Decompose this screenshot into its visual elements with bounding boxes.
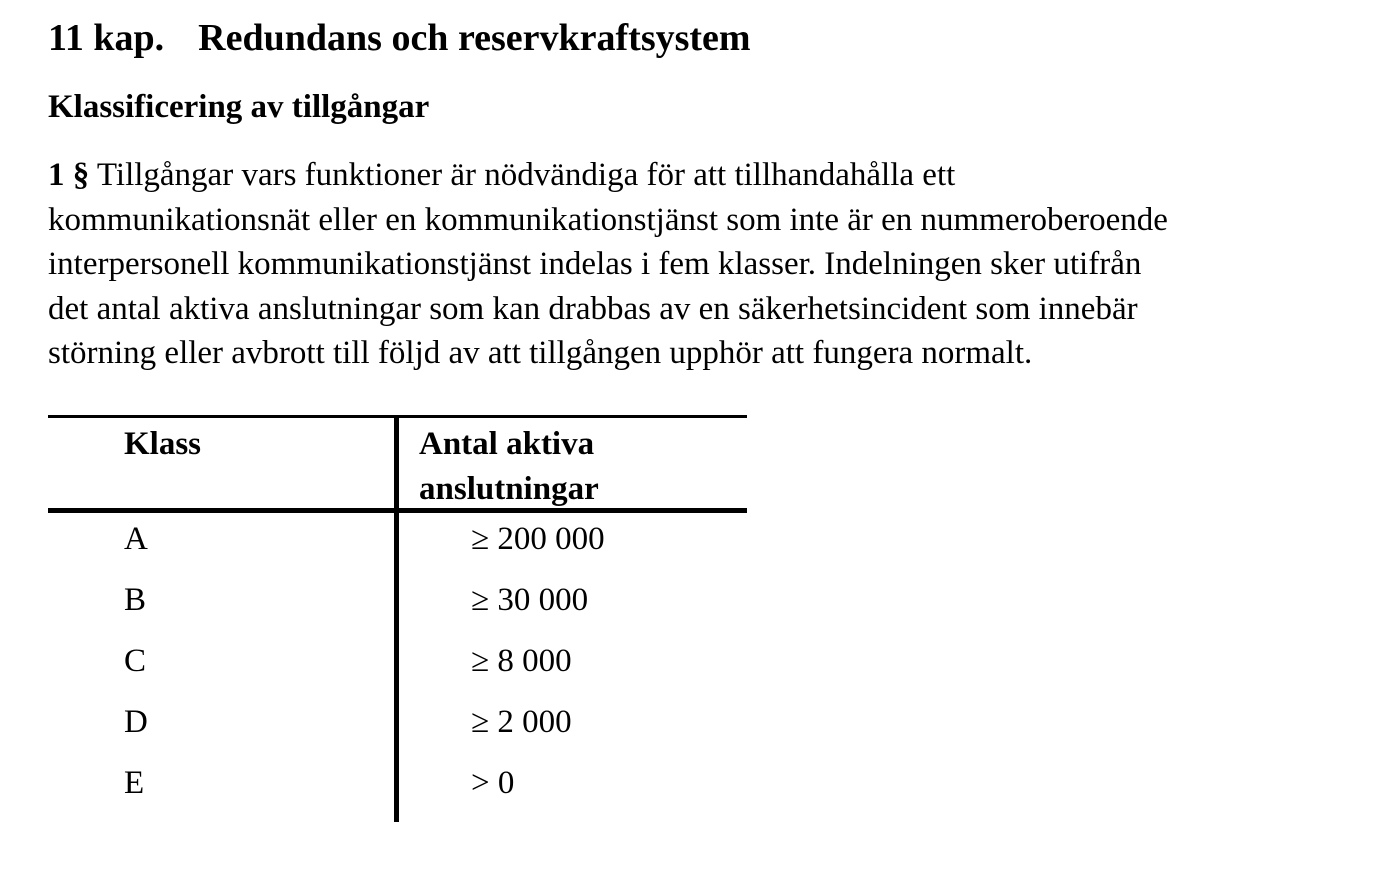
table-cell-class: E xyxy=(124,765,145,801)
chapter-name: Redundans och reservkraftsystem xyxy=(198,17,751,59)
table-cell-count: ≥ 8 000 xyxy=(471,643,572,679)
paragraph-line: det antal aktiva anslutningar som kan drabbas av en säkerhetsincident som innebär xyxy=(48,290,1138,327)
table-cell-class: C xyxy=(124,643,147,679)
paragraph-line xyxy=(48,153,1368,198)
table-row xyxy=(48,509,747,570)
table-header-class: Klass xyxy=(124,426,202,462)
table-cell-count: ≥ 30 000 xyxy=(471,582,589,618)
table-row xyxy=(48,753,747,814)
asset-class-table xyxy=(48,415,747,822)
chapter-number: 11 kap. xyxy=(48,17,165,59)
table-row xyxy=(48,631,747,692)
paragraph-line: störning eller avbrott till följd av att tillgången upphör att fungera normalt. xyxy=(48,335,1033,372)
table-cell-class: D xyxy=(124,704,148,740)
paragraph-line: interpersonell kommunikationstjänst indelas i fem klasser. Indelningen sker utifrån xyxy=(48,246,1142,283)
section-heading: Klassificering av tillgångar xyxy=(48,89,430,125)
table-cell-count: > 0 xyxy=(471,765,515,801)
paragraph-line: kommunikationsnät eller en kommunikationstjänst som inte är en nummeroberoende xyxy=(48,201,1168,238)
table-row xyxy=(48,692,747,753)
table-cell-class: B xyxy=(124,582,147,618)
table-cell-count: ≥ 200 000 xyxy=(471,521,605,557)
paragraph-line-text: Tillgångar vars funktioner är nödvändiga för att tillhandahålla ett xyxy=(96,157,956,193)
table-header-count-line2: anslutningar xyxy=(419,471,599,507)
table-header-count-line1: Antal aktiva xyxy=(419,426,595,462)
table-row xyxy=(48,570,747,631)
paragraph-number: 1 § xyxy=(48,157,90,193)
paragraph-1 xyxy=(48,153,1368,376)
table-cell-count: ≥ 2 000 xyxy=(471,704,572,740)
table-header-count xyxy=(419,422,599,512)
table-cell-class: A xyxy=(124,521,148,557)
chapter-title xyxy=(48,14,751,62)
